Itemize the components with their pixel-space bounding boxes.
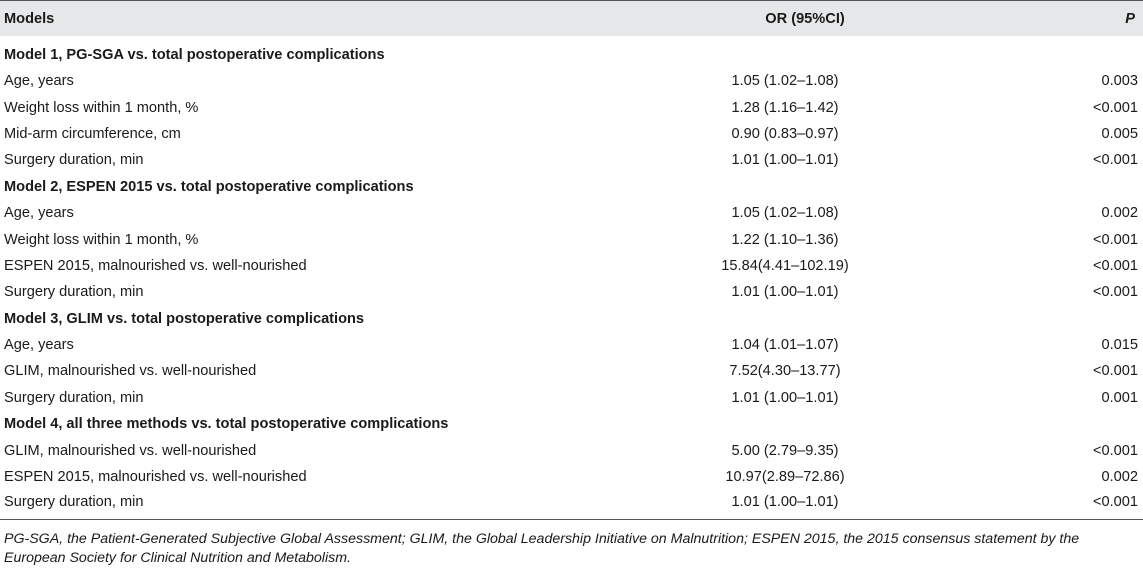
section-title: Model 4, all three methods vs. total postoperative complications xyxy=(4,416,449,433)
row-p-value: 0.002 xyxy=(1101,469,1138,486)
section-row xyxy=(0,411,1143,437)
row-or-value: 5.00 (2.79–9.35) xyxy=(731,442,839,459)
row-label: Mid-arm circumference, cm xyxy=(4,125,181,142)
table-row xyxy=(0,68,1143,94)
row-p-value: <0.001 xyxy=(1092,99,1138,116)
table-footnote: PG-SGA, the Patient-Generated Subjective Global Assessment; GLIM, the Global Leadership Initiative on Malnutrition; ESPEN 2015, the 2015 consensus statement by the European Society for Clinical Nutrition and Metabolism. xyxy=(4,530,1080,566)
header-or: OR (95%CI) xyxy=(765,10,845,27)
row-label: Weight loss within 1 month, % xyxy=(4,99,199,116)
table-row xyxy=(0,147,1143,173)
table-row xyxy=(0,200,1143,226)
row-label: GLIM, malnourished vs. well-nourished xyxy=(4,442,257,459)
section-title: Model 2, ESPEN 2015 vs. total postoperative complications xyxy=(4,178,414,195)
row-or-value: 7.52(4.30–13.77) xyxy=(729,363,841,380)
table-row xyxy=(0,332,1143,358)
row-p-value: <0.001 xyxy=(1092,257,1138,274)
row-label: Surgery duration, min xyxy=(4,494,144,511)
row-or-value: 1.01 (1.00–1.01) xyxy=(731,389,839,406)
row-or-value: 10.97(2.89–72.86) xyxy=(725,469,845,486)
row-or-value: 1.01 (1.00–1.01) xyxy=(731,152,839,169)
row-label: Weight loss within 1 month, % xyxy=(4,231,199,248)
table-row xyxy=(0,253,1143,279)
row-p-value: 0.001 xyxy=(1101,389,1138,406)
section-row xyxy=(0,36,1143,68)
row-p-value: <0.001 xyxy=(1092,152,1138,169)
row-or-value: 1.04 (1.01–1.07) xyxy=(731,337,839,354)
section-row xyxy=(0,306,1143,332)
row-or-value: 1.28 (1.16–1.42) xyxy=(731,99,839,116)
row-or-value: 1.05 (1.02–1.08) xyxy=(731,73,839,90)
row-label: ESPEN 2015, malnourished vs. well-nourished xyxy=(4,469,307,486)
section-title: Model 1, PG-SGA vs. total postoperative complications xyxy=(4,47,385,63)
table-row xyxy=(0,279,1143,305)
row-or-value: 0.90 (0.83–0.97) xyxy=(731,125,839,142)
table-row xyxy=(0,490,1143,516)
section-title: Model 3, GLIM vs. total postoperative complications xyxy=(4,310,365,327)
table-body xyxy=(0,36,1143,517)
row-p-value: <0.001 xyxy=(1092,442,1138,459)
row-label: Age, years xyxy=(4,73,74,90)
table-row xyxy=(0,464,1143,490)
table-row xyxy=(0,437,1143,463)
row-label: Age, years xyxy=(4,337,74,354)
row-p-value: 0.015 xyxy=(1101,337,1138,354)
table-row xyxy=(0,385,1143,411)
table-row xyxy=(0,121,1143,147)
header-p: P xyxy=(1125,10,1135,27)
table-row xyxy=(0,94,1143,120)
row-label: GLIM, malnourished vs. well-nourished xyxy=(4,363,257,380)
row-p-value: <0.001 xyxy=(1092,494,1138,511)
row-label: Age, years xyxy=(4,205,74,222)
row-or-value: 1.22 (1.10–1.36) xyxy=(731,231,839,248)
table-row xyxy=(0,226,1143,252)
row-p-value: 0.005 xyxy=(1101,125,1138,142)
row-p-value: 0.002 xyxy=(1101,205,1138,222)
row-or-value: 1.01 (1.00–1.01) xyxy=(731,284,839,301)
row-p-value: <0.001 xyxy=(1092,231,1138,248)
row-p-value: 0.003 xyxy=(1101,73,1138,90)
row-p-value: <0.001 xyxy=(1092,363,1138,380)
table-row xyxy=(0,358,1143,384)
table-header xyxy=(0,1,1143,36)
row-label: Surgery duration, min xyxy=(4,389,144,406)
row-label: ESPEN 2015, malnourished vs. well-nourished xyxy=(4,257,307,274)
row-or-value: 1.01 (1.00–1.01) xyxy=(731,494,839,511)
row-label: Surgery duration, min xyxy=(4,284,144,301)
row-or-value: 15.84(4.41–102.19) xyxy=(721,257,849,274)
row-label: Surgery duration, min xyxy=(4,152,144,169)
odds-ratio-table xyxy=(0,1,1143,517)
section-row xyxy=(0,174,1143,200)
row-or-value: 1.05 (1.02–1.08) xyxy=(731,205,839,222)
header-models: Models xyxy=(4,10,55,27)
row-p-value: <0.001 xyxy=(1092,284,1138,301)
header-row xyxy=(0,1,1143,36)
